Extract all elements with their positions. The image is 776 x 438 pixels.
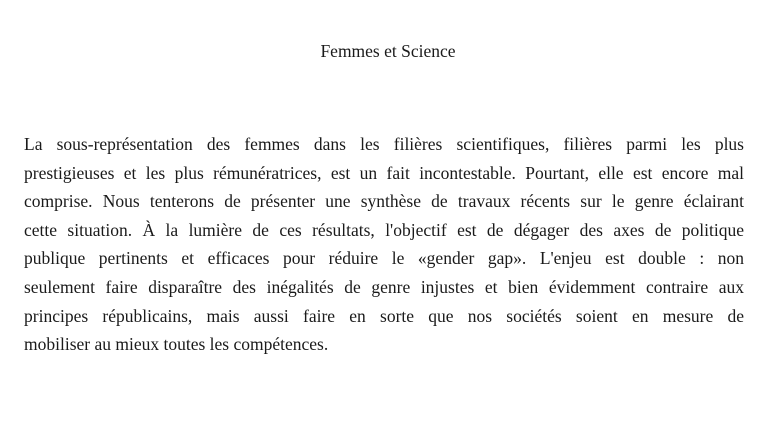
paragraph-line-last: mobiliser au mieux toutes les compétences. — [24, 334, 329, 355]
paragraph-line: cette situation. À la lumière de ces résultats, l'objectif est de dégager des axes de politique — [24, 219, 744, 240]
document-title: Femmes et Science — [320, 41, 456, 61]
paragraph-line: publique pertinents et efficaces pour réduire le «gender gap». L'enjeu est double : non — [24, 248, 744, 269]
paragraph-line: comprise. Nous tenterons de présenter une synthèse de travaux récents sur le genre éclairant — [24, 191, 744, 212]
paragraph-line: prestigieuses et les plus rémunératrices, est un fait incontestable. Pourtant, elle est encore mal — [24, 162, 744, 183]
abstract-paragraph — [24, 130, 744, 359]
paragraph-line: seulement faire disparaître des inégalités de genre injustes et bien évidemment contraire aux — [24, 276, 744, 297]
paragraph-line: principes républicains, mais aussi faire en sorte que nos sociétés soient en mesure de — [24, 305, 744, 326]
paragraph-line: La sous-représentation des femmes dans les filières scientifiques, filières parmi les plus — [24, 134, 744, 154]
